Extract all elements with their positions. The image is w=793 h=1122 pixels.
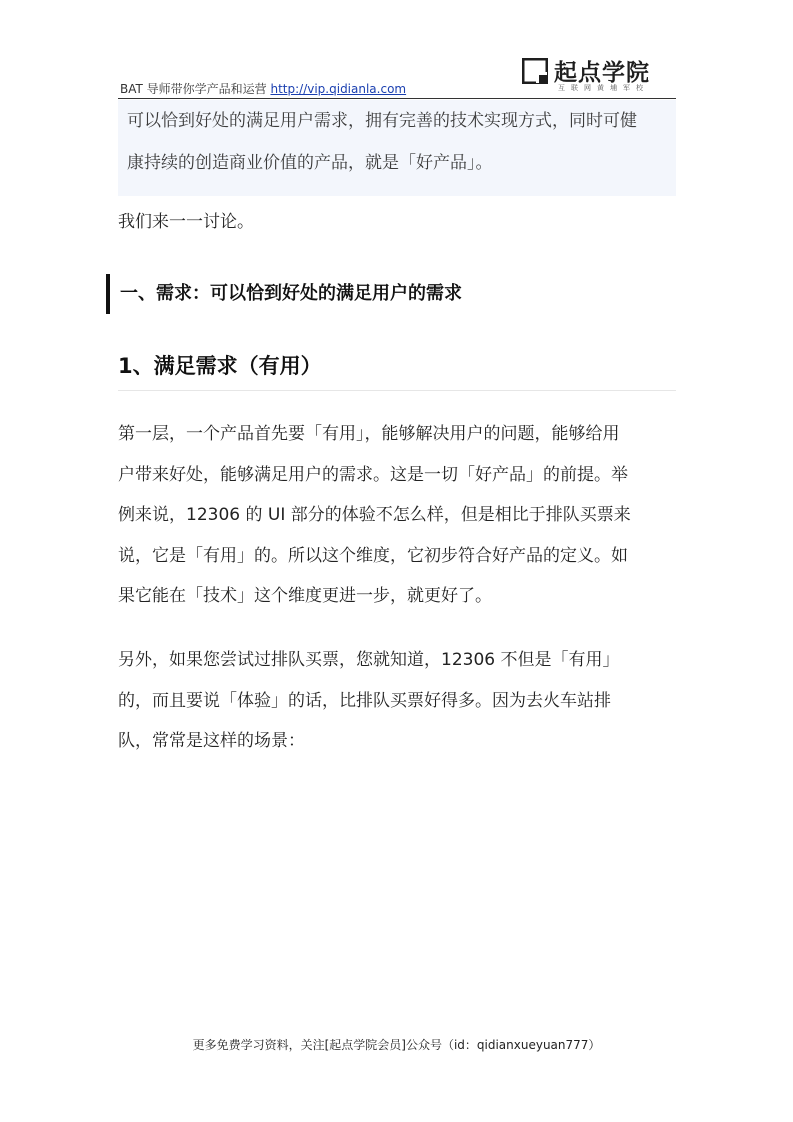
logo-mark-icon [522, 58, 548, 84]
paragraph-line: 的，而且要说「体验」的话，比排队买票好得多。因为去火车站排 [118, 690, 611, 711]
paragraph-line: 队，常常是这样的场景： [118, 731, 305, 751]
paragraph-line: 例来说，12306 的 UI 部分的体验不怎么样，但是相比于排队买票来 [118, 505, 631, 525]
paragraph-line: 果它能在「技术」这个维度更进一步，就更好了。 [118, 586, 492, 606]
paragraph-2 [118, 640, 664, 762]
paragraph-line: 户带来好处，能够满足用户的需求。这是一切「好产品」的前提。举 [118, 464, 628, 485]
paragraph-line: 说，它是「有用」的。所以这个维度，它初步符合好产品的定义。如 [118, 545, 628, 566]
page-header [118, 50, 676, 99]
quote-block [118, 100, 676, 196]
subsection-heading: 1、满足需求（有用） [118, 344, 676, 391]
logo-name: 起点学院 [554, 60, 650, 86]
section-heading: 一、需求：可以恰到好处的满足用户的需求 [106, 274, 462, 314]
logo-subtitle: 互联网黄埔军校 [558, 84, 649, 92]
intro-text: 我们来一一讨论。 [118, 212, 254, 232]
paragraph-line: 第一层，一个产品首先要「有用」，能够解决用户的问题，能够给用 [118, 424, 620, 444]
header-tagline [120, 80, 406, 97]
page-footer: 更多免费学习资料，关注[起点学院会员]公众号（id：qidianxueyuan777） [192, 1038, 601, 1052]
header-link[interactable]: http://vip.qidianla.com [270, 82, 407, 96]
paragraph-line: 另外，如果您尝试过排队买票，您就知道，12306 不但是「有用」 [118, 650, 620, 670]
paragraph-1 [118, 414, 664, 617]
logo [522, 56, 670, 94]
header-slogan: BAT 导师带你学产品和运营 [120, 82, 271, 96]
quote-line: 康持续的创造商业价值的产品，就是「好产品」。 [127, 153, 493, 173]
quote-line: 可以恰到好处的满足用户需求，拥有完善的技术实现方式，同时可健 [127, 111, 637, 131]
